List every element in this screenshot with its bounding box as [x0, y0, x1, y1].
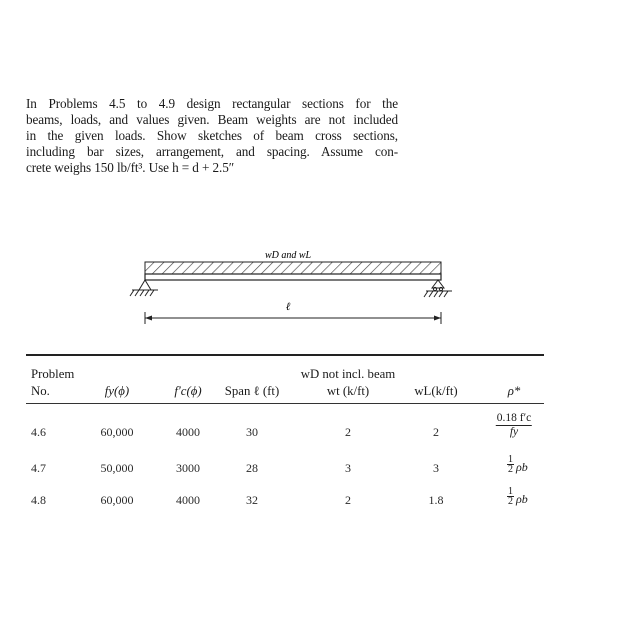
row-4-8-rho-half-den: 2	[508, 496, 513, 507]
beam	[145, 274, 441, 280]
table-header-rule	[26, 403, 544, 404]
row-4-7-fy: 50,000	[100, 461, 134, 475]
row-4-7-rho-symbol: ρb	[516, 460, 528, 474]
row-4-8-fc: 4000	[176, 493, 200, 507]
header-fc: f′c(ϕ)	[174, 384, 202, 398]
span-label: ℓ	[285, 301, 291, 313]
row-4-7-rho-half-num: 1	[508, 454, 513, 465]
row-4-6-wl: 2	[433, 425, 439, 439]
row-4-8-rho-half-num: 1	[508, 486, 513, 497]
row-4-8-rho-symbol: ρb	[516, 492, 528, 506]
problem-text-line-3: in the given loads. Show sketches of beam cross sections,	[26, 128, 398, 143]
row-4-6-rho	[496, 412, 532, 439]
row-4-7-no: 4.7	[31, 461, 46, 475]
load-label: wD and wL	[264, 250, 312, 261]
row-4-6-rho-denominator: fy	[509, 426, 519, 438]
row-4-6-no: 4.6	[31, 425, 46, 439]
header-wl: wL(k/ft)	[414, 384, 458, 398]
table-top-rule	[26, 354, 544, 356]
header-problem-no: No.	[31, 384, 50, 398]
distributed-load	[145, 262, 441, 274]
row-4-8-wl: 1.8	[428, 493, 444, 507]
row-4-6-rho-numerator: 0.18 f′c	[496, 412, 532, 424]
row-4-7-span: 28	[246, 461, 258, 475]
row-4-6-fy: 60,000	[100, 425, 134, 439]
header-problem: Problem	[31, 367, 75, 381]
pin-support-left	[130, 280, 158, 296]
problem-text-line-4: including bar sizes, arrangement, and spacing. Assume con-	[26, 144, 398, 159]
row-4-8-rho	[507, 486, 528, 507]
header-wd-units: wt (k/ft)	[326, 384, 370, 398]
problem-text-line-5: crete weighs 150 lb/ft³. Use h = d + 2.5″	[26, 160, 235, 175]
span-dimension-line	[145, 312, 441, 324]
row-4-8-no: 4.8	[31, 493, 46, 507]
roller-support-right	[424, 280, 452, 297]
row-4-6-wd: 2	[345, 425, 351, 439]
row-4-7-rho	[507, 454, 528, 475]
row-4-6-span: 30	[246, 425, 258, 439]
row-4-6-fc: 4000	[176, 425, 200, 439]
header-fy: fy(ϕ)	[104, 384, 130, 398]
header-wd: wD not incl. beam	[300, 367, 396, 381]
problem-text-line-1: In Problems 4.5 to 4.9 design rectangular sections for the	[26, 96, 398, 111]
row-4-7-fc: 3000	[176, 461, 200, 475]
row-4-8-span: 32	[246, 493, 258, 507]
row-4-8-wd: 2	[345, 493, 351, 507]
row-4-7-wd: 3	[345, 461, 351, 475]
problem-text-line-2: beams, loads, and values given. Beam weights are not included	[26, 112, 398, 127]
row-4-7-wl: 3	[433, 461, 439, 475]
row-4-7-rho-half-den: 2	[508, 464, 513, 475]
row-4-8-fy: 60,000	[100, 493, 134, 507]
header-rho: ρ*	[507, 384, 521, 398]
header-span: Span ℓ (ft)	[224, 384, 280, 398]
